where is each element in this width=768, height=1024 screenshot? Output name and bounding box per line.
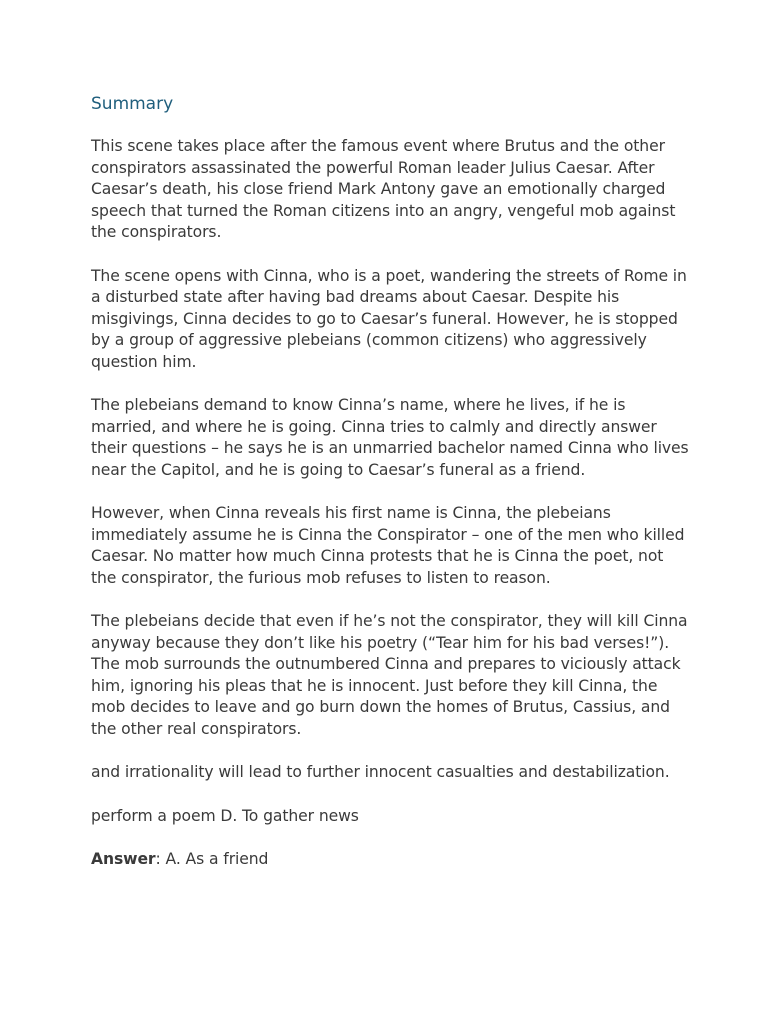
- paragraph-2: The scene opens with Cinna, who is a poet, wandering the streets of Rome in a disturbed state after having bad dreams about Caesar. Despite his misgivings, Cinna decides to go to Caesar’s funeral. However, he is stopped by a group of aggressive plebeians (common citizens) who aggressively question him.: [91, 266, 687, 371]
- paragraph-3: The plebeians demand to know Cinna’s name, where he lives, if he is married, and where he is going. Cinna tries to calmly and directly answer their questions – he says he is an unmarried bachelor named Cinna who lives near the Capitol, and he is going to Caesar’s funeral as a friend.: [91, 396, 689, 479]
- answer-line: [91, 849, 691, 871]
- paragraph-6: and irrationality will lead to further innocent casualties and destabilization.: [91, 763, 670, 781]
- answer-text: : A. As a friend: [155, 850, 269, 868]
- document-page: [91, 92, 691, 893]
- paragraph-5: The plebeians decide that even if he’s not the conspirator, they will kill Cinna anyway because they don’t like his poetry (“Tear him for his bad verses!”). The mob surrounds the outnumbered Cinna and prepares to viciously attack him, ignoring his pleas that he is innocent. Just before they kill Cinna, the mob decides to leave and go burn down the homes of Brutus, Cassius, and the other real conspirators.: [91, 612, 688, 738]
- paragraph-7: perform a poem D. To gather news: [91, 806, 359, 825]
- paragraph-1: This scene takes place after the famous event where Brutus and the other conspirators assassinated the powerful Roman leader Julius Caesar. After Caesar’s death, his close friend Mark Antony gave an emotionally charged speech that turned the Roman citizens into an angry, vengeful mob against the conspirators.: [91, 137, 676, 241]
- section-heading: Summary: [91, 94, 174, 114]
- paragraph-4: However, when Cinna reveals his first name is Cinna, the plebeians immediately assume he is Cinna the Conspirator – one of the men who killed Caesar. No matter how much Cinna protests that he is Cinna the poet, not the conspirator, the furious mob refuses to listen to reason.: [91, 504, 685, 587]
- answer-label: Answer: [91, 850, 156, 868]
